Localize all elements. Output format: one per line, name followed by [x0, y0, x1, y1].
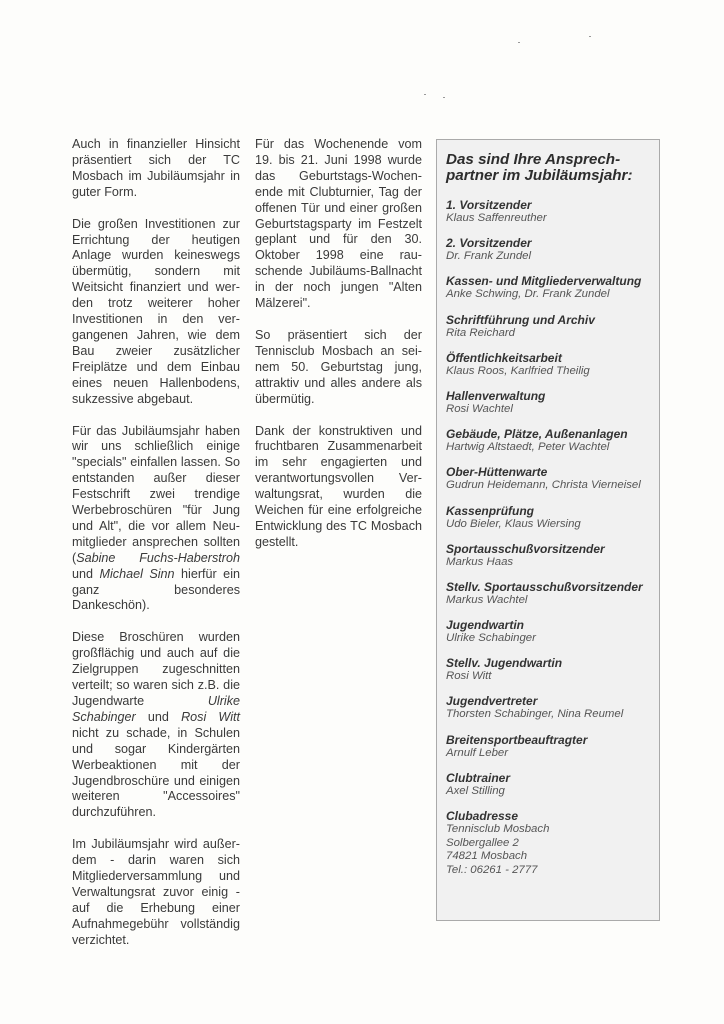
contact-sidebar [436, 139, 660, 921]
contact-role: Sportausschußvorsitzender [446, 541, 605, 556]
address-line: Solbergallee 2 [446, 836, 519, 849]
scan-speck [518, 42, 520, 43]
paragraph: Diese Broschüren wurden großflächig und auch auf die Zielgruppen zugeschnitten verteilt; so waren sich z.B. die Jugendwarte Ulrike Schabinger und Rosi Witt nicht zu schade, in Schulen und sogar Kindergärten Werbeaktionen mit der Jugendbroschüre und einigen weiteren "Accessoires" durchzuführen. [72, 630, 240, 820]
contact-entry [446, 274, 651, 302]
scan-speck [589, 36, 591, 37]
person-name: Rosi Witt [181, 709, 240, 724]
contact-entry [446, 542, 651, 570]
contact-name: Axel Stilling [446, 784, 505, 797]
contact-role: Stellv. Sportausschußvorsitzender [446, 579, 643, 594]
contact-entry [446, 580, 651, 608]
contact-role: Stellv. Jugendwartin [446, 656, 563, 671]
contact-entry [446, 427, 651, 455]
contact-role: Öffentlichkeitsarbeit [446, 350, 562, 365]
contact-role: Schriftführung und Archiv [446, 312, 595, 327]
sidebar-title: Das sind Ihre Ansprech- partner im Jubiläumsjahr: [446, 151, 633, 184]
contact-entry [446, 771, 651, 799]
paragraph: So präsentiert sich der Tennisclub Mosbach an seinem 50. Geburtstag jung, attraktiv und alles andere als übermütig. [255, 327, 422, 406]
contact-role: Hallenverwaltung [446, 388, 546, 403]
paragraph: Für das Jubiläumsjahr haben wir uns schließlich einige "specials" einfallen lassen. So entstanden außer dieser Festschrift zwei trendige Werbebroschüren "für Jung und Alt", die vor allem Neumitglieder ansprechen sollten (Sabine Fuchs-Haberstroh und Michael Sinn hierfür ein ganz besonderes Dankeschön). [72, 423, 240, 613]
contact-role: Gebäude, Plätze, Außenanlagen [446, 427, 628, 442]
text-column-left [72, 137, 240, 949]
contact-role: 2. Vorsitzender [446, 236, 532, 251]
contact-name: Rosi Wachtel [446, 402, 513, 415]
contact-name: Udo Bieler, Klaus Wiersing [446, 517, 581, 530]
contact-name: Dr. Frank Zundel [446, 250, 532, 263]
contact-role: 1. Vorsitzender [446, 198, 532, 212]
contact-name: Ulrike Schabinger [446, 632, 536, 645]
contact-entry [446, 465, 651, 493]
contact-role: Clubadresse [446, 809, 519, 823]
paragraph: Auch in finanzieller Hinsicht präsentiert sich der TC Mosbach im Jubiläumsjahr in guter Form. [72, 137, 240, 199]
scan-speck [443, 97, 445, 98]
contact-name: Markus Wachtel [446, 593, 528, 606]
paragraph: Die großen Investitionen zur Errichtung der heutigen Anlage wurden keineswegs übermütig, sondern mit Weitsicht finanziert und werden trotz weiterer hoher Investitionen in den vergangenen Jahren, wie dem Bau zweier zusätzlicher Freiplätze und dem Einbau eines neuen Hallenbodens, sukzessive abgebaut. [72, 216, 240, 406]
club-address [446, 809, 651, 877]
person-name: Ulrike Schabinger [72, 694, 240, 724]
contact-entry [446, 656, 651, 684]
contact-entry [446, 733, 651, 761]
contact-name: Hartwig Altstaedt, Peter Wachtel [446, 441, 610, 454]
paragraph: Für das Wochenende vom 19. bis 21. Juni 1998 wurde das Geburtstags-Wochenende mit Clubturnier, Tag der offenen Tür und einer großen Geburtstagsparty im Festzelt geplant und für den 30. Oktober 1998 eine rauschende Jubiläums-Ballnacht in der noch jungen "Alten Mälzerei". [255, 137, 422, 311]
contact-entry [446, 198, 651, 226]
contact-role: Breitensportbeauftragter [446, 732, 588, 747]
person-name: Sabine Fuchs-Haberstroh [76, 550, 240, 565]
contact-name: Markus Haas [446, 555, 514, 568]
contact-role: Jugendvertreter [446, 694, 538, 709]
contact-role: Kassenprüfung [446, 503, 535, 518]
contact-entry [446, 504, 651, 532]
contact-name: Gudrun Heidemann, Christa Vierneisel [446, 479, 641, 492]
contact-list [446, 198, 651, 798]
contact-entry [446, 618, 651, 646]
address-line: Tennisclub Mosbach [446, 823, 550, 835]
contact-name: Rita Reichard [446, 326, 516, 339]
contact-entry [446, 389, 651, 417]
contact-entry [446, 351, 651, 379]
contact-entry [446, 313, 651, 341]
paragraph: Dank der konstruktiven und fruchtbaren Zusammenarbeit im sehr engagierten und verantwortungsvollen Verwaltungsrat, wurden die Weichen für eine erfolgreiche Entwicklung des TC Mosbach gestellt. [255, 423, 422, 549]
contact-name: Thorsten Schabinger, Nina Reumel [446, 708, 624, 721]
contact-name: Klaus Saffenreuther [446, 212, 547, 224]
address-line: 74821 Mosbach [446, 850, 528, 862]
phone-number: Tel.: 06261 - 2777 [446, 863, 538, 876]
contact-role: Kassen- und Mitgliederverwaltung [446, 274, 642, 289]
contact-name: Rosi Witt [446, 670, 492, 683]
paragraph: Im Jubiläumsjahr wird außerdem - darin waren sich Mitgliederversammlung und Verwaltungsrat zuvor einig - auf die Erhebung einer Aufnahmegebühr vollständig verzichtet. [72, 837, 240, 947]
person-name: Michael Sinn [99, 566, 175, 581]
contact-name: Anke Schwing, Dr. Frank Zundel [446, 288, 610, 301]
scan-speck [424, 94, 426, 95]
contact-entry [446, 236, 651, 264]
contact-role: Ober-Hüttenwarte [446, 465, 548, 480]
contact-name: Klaus Roos, Karlfried Theilig [446, 364, 590, 377]
text-column-middle [255, 137, 422, 551]
contact-entry [446, 694, 651, 722]
contact-role: Clubtrainer [446, 770, 511, 785]
contact-role: Jugendwartin [446, 618, 525, 633]
contact-name: Arnulf Leber [446, 746, 509, 759]
